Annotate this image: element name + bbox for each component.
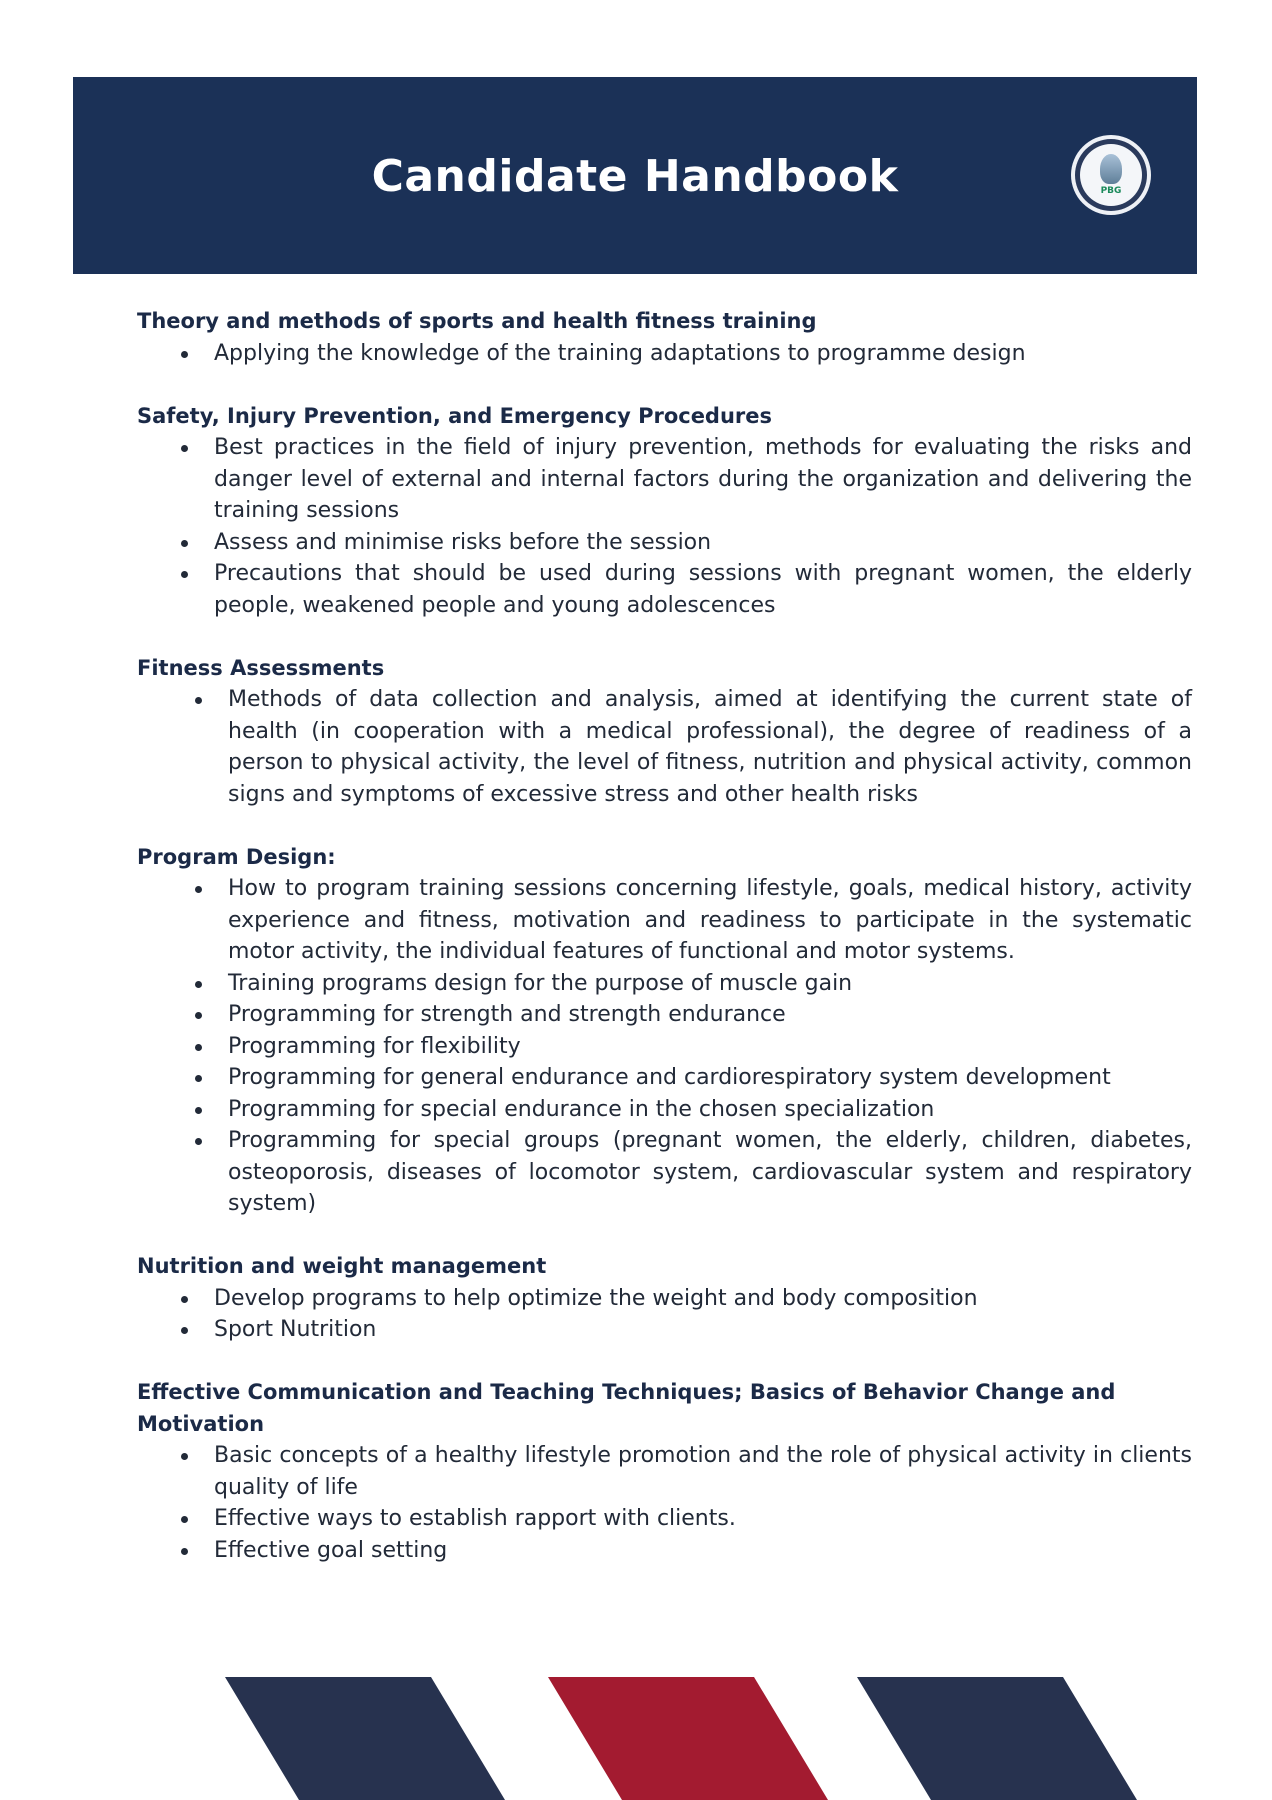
page-title: Candidate Handbook <box>371 151 899 202</box>
list-item: Assess and minimise risks before the session <box>137 527 1192 559</box>
section-heading: Safety, Injury Prevention, and Emergency Procedures <box>137 403 773 428</box>
section-nutrition <box>137 1251 1192 1346</box>
list-item: Sport Nutrition <box>137 1314 1192 1346</box>
decorative-stripe-red <box>548 1677 828 1800</box>
logo-emblem <box>1080 144 1142 206</box>
list-item: Effective ways to establish rapport with clients. <box>137 1503 1192 1535</box>
list-item: Develop programs to help optimize the weight and body composition <box>137 1283 1192 1315</box>
section-heading: Nutrition and weight management <box>137 1254 547 1278</box>
content <box>137 306 1192 1598</box>
section-heading: Effective Communication and Teaching Techniques; Basics of Behavior Change and Motivation <box>137 1380 1116 1436</box>
section-theory <box>137 306 1192 369</box>
list-item: Applying the knowledge of the training adaptations to programme design <box>137 338 1192 370</box>
list-item: Best practices in the field of injury prevention, methods for evaluating the risks and danger level of external and internal factors during the organization and delivering the training sessions <box>137 432 1192 527</box>
section-program-design <box>137 842 1192 1220</box>
list-item: Programming for strength and strength endurance <box>137 999 1192 1031</box>
list-item: How to program training sessions concerning lifestyle, goals, medical history, activity experience and fitness, motivation and readiness to participate in the systematic motor activity, the individual features of functional and motor systems. <box>137 873 1192 968</box>
decorative-stripe-navy <box>857 1677 1137 1800</box>
list-item: Methods of data collection and analysis, aimed at identifying the current state of health (in cooperation with a medical professional), the degree of readiness of a person to physical activity, the level of fitness, nutrition and physical activity, common signs and symptoms of excessive stress and other health risks <box>137 684 1192 810</box>
logo-text: PBG <box>1100 186 1122 196</box>
list-item: Programming for general endurance and cardiorespiratory system development <box>137 1062 1192 1094</box>
section-safety <box>137 401 1192 622</box>
logo <box>1071 135 1151 215</box>
list-item: Programming for flexibility <box>137 1031 1192 1063</box>
list-item: Programming for special groups (pregnant women, the elderly, children, diabetes, osteoporosis, diseases of locomotor system, cardiovascular system and respiratory system) <box>137 1125 1192 1220</box>
section-fitness-assessments <box>137 653 1192 811</box>
section-heading: Theory and methods of sports and health fitness training <box>137 309 817 333</box>
header-banner <box>73 77 1197 274</box>
section-heading: Program Design: <box>137 844 336 869</box>
list-item: Basic concepts of a healthy lifestyle promotion and the role of physical activity in clients quality of life <box>137 1440 1192 1503</box>
section-communication <box>137 1377 1192 1566</box>
list-item: Training programs design for the purpose of muscle gain <box>137 968 1192 1000</box>
list-item: Precautions that should be used during sessions with pregnant women, the elderly people, weakened people and young adolescences <box>137 558 1192 621</box>
list-item: Programming for special endurance in the chosen specialization <box>137 1094 1192 1126</box>
decorative-stripe-navy <box>225 1677 505 1800</box>
logo-drop-icon <box>1100 154 1122 184</box>
section-heading: Fitness Assessments <box>137 655 385 680</box>
list-item: Effective goal setting <box>137 1535 1192 1567</box>
